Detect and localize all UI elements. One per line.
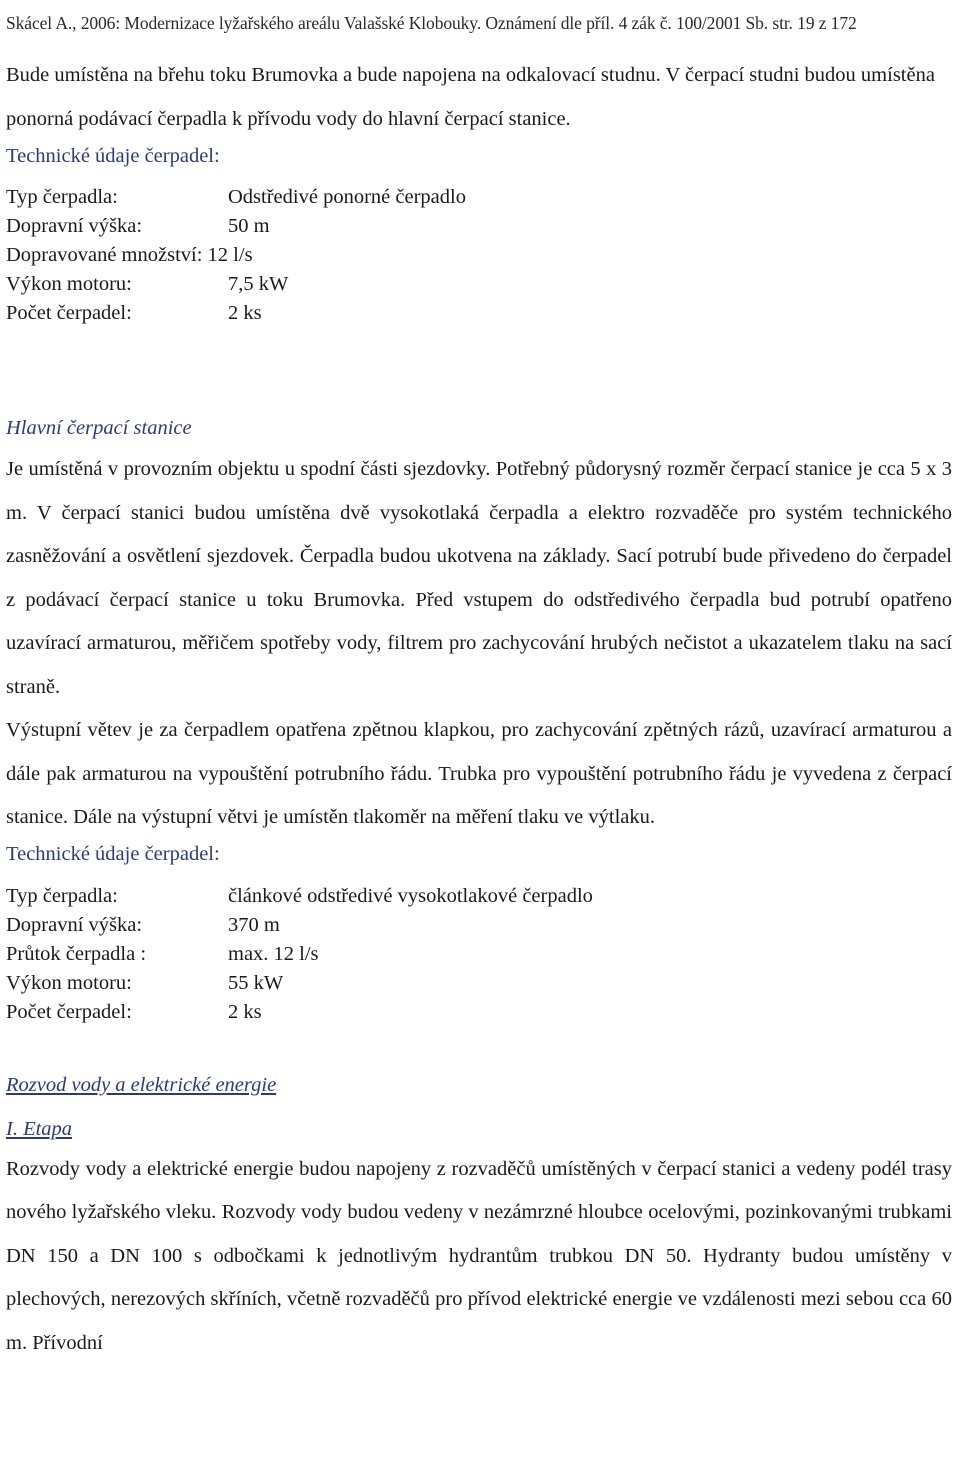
spec-value: Odstředivé ponorné čerpadlo <box>228 186 466 208</box>
spec-row <box>6 882 593 911</box>
specs-table-1 <box>6 183 466 328</box>
water-electricity-paragraph: Rozvody vody a elektrické energie budou napojeny z rozvaděčů umístěných v čerpací stanici a vedeny podél trasy nového lyžařského vleku. Rozvody vody budou vedeny v nezámrzné hloubce ocelovými, pozinkovanými trubkami DN 150 a DN 100 s odbočkami k jednotlivým hydrantům trubkou DN 50. Hydranty budou umístěny v plechových, nerezových skříních, včetně rozvaděčů pro přívod elektrické energie ve vzdálenosti mezi sebou cca 60 m. Přívodní <box>6 1157 952 1354</box>
spec-value: 55 kW <box>228 971 284 994</box>
spec-value: 7,5 kW <box>228 273 289 295</box>
spec-value: 2 ks <box>228 1000 262 1023</box>
specs-title-1: Technické údaje čerpadel: <box>6 145 220 167</box>
spec-row <box>6 998 593 1027</box>
spec-row <box>6 911 593 940</box>
main-station-paragraph-2: Výstupní větev je za čerpadlem opatřena zpětnou klapkou, pro zachycování zpětných rázů, uzavírací armaturou a dále pak armaturou na vypouštění potrubního řádu. Trubka pro vypouštění potrubního řádu je vyvedena z čerpací stanice. Dále na výstupní větvi je umístěn tlakoměr na měření tlaku ve výtlaku. <box>6 719 952 828</box>
spec-label: Dopravní výška: <box>6 215 143 237</box>
intro-paragraph: Bude umístěna na břehu toku Brumovka a bude napojena na odkalovací studnu. V čerpací studni budou umístěna ponorná podávací čerpadla k přívodu vody do hlavní čerpací stanice. <box>6 64 935 130</box>
section-subtitle-stage: I. Etapa <box>6 1117 73 1140</box>
spec-label: Dopravní výška: <box>6 913 143 936</box>
spec-label: Výkon motoru: <box>6 273 132 295</box>
spec-row <box>6 969 593 998</box>
spec-label: Průtok čerpadla : <box>6 942 147 965</box>
spec-label: Typ čerpadla: <box>6 186 118 208</box>
spec-value: 12 l/s <box>207 244 253 266</box>
spec-label: Výkon motoru: <box>6 971 132 994</box>
specs-table-2 <box>6 882 593 1027</box>
spec-label: Dopravované množství: <box>6 244 203 266</box>
specs-title-2: Technické údaje čerpadel: <box>6 842 220 865</box>
spec-row <box>6 241 466 270</box>
spec-row <box>6 940 593 969</box>
spec-label: Počet čerpadel: <box>6 302 132 324</box>
spec-value: článkové odstředivé vysokotlakové čerpadlo <box>228 884 593 907</box>
spec-label: Typ čerpadla: <box>6 884 118 907</box>
page-header: Skácel A., 2006: Modernizace lyžařského areálu Valašské Klobouky. Oznámení dle příl. 4 zák č. 100/2001 Sb. str. 19 z 172 <box>6 13 857 33</box>
spec-row <box>6 270 466 299</box>
spec-value: 370 m <box>228 913 280 936</box>
main-station-paragraph-1: Je umístěná v provozním objektu u spodní části sjezdovky. Potřebný půdorysný rozměr čerpací stanice je cca 5 x 3 m. V čerpací stanici budou umístěna dvě vysokotlaká čerpadla a elektro rozvaděče pro systém technického zasněžování a osvětlení sjezdovek. Čerpadla budou ukotvena na základy. Sací potrubí bude přivedeno do čerpadel z podávací čerpací stanice u toku Brumovka. Před vstupem do odstředivého čerpadla bud potrubí opatřeno uzavírací armaturou, měřičem spotřeby vody, filtrem pro zachycování hrubých nečistot a ukazatelem tlaku na sací straně. <box>6 458 952 698</box>
spec-row <box>6 299 466 328</box>
section-title-water-electricity: Rozvod vody a elektrické energie <box>6 1073 277 1096</box>
spec-label: Počet čerpadel: <box>6 1000 132 1023</box>
spec-value: 50 m <box>228 215 270 237</box>
document-page <box>6 0 952 1365</box>
spec-row <box>6 212 466 241</box>
spec-inline-cell <box>6 241 466 270</box>
spec-value: 2 ks <box>228 302 262 324</box>
spec-value: max. 12 l/s <box>228 942 319 965</box>
spec-row <box>6 183 466 212</box>
section-title-main-pump-station: Hlavní čerpací stanice <box>6 417 192 439</box>
